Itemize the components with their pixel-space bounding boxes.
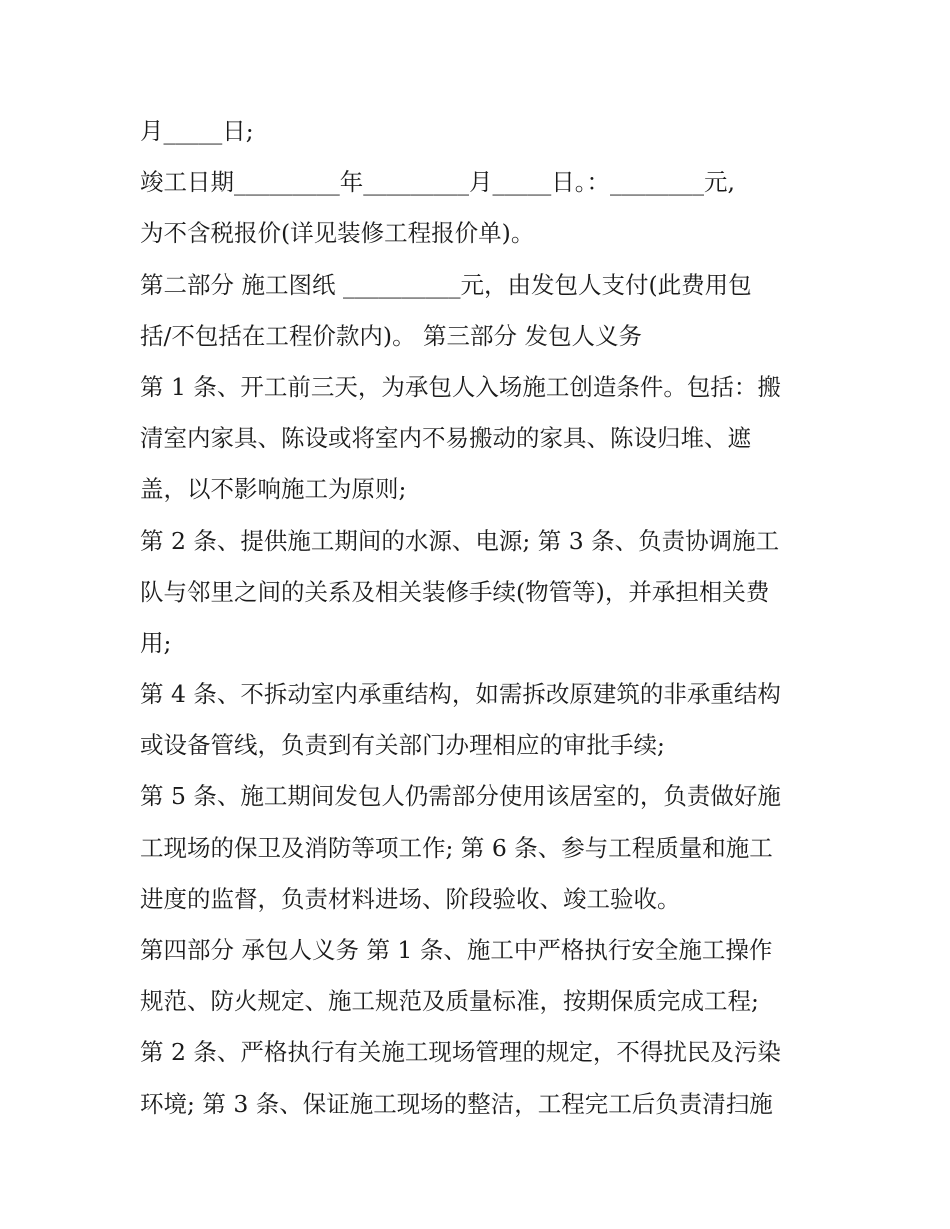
body-text [140,106,820,1130]
text-line: 清室内家具、陈设或将室内不易搬动的家具、陈设归堆、遮 [140,424,751,453]
text-line: 进度的监督，负责材料进场、阶段验收、竣工验收。 [140,884,681,913]
text-line: 竣工日期_________年_________月_____日。：________元, [140,168,735,197]
text-line: 月_____日; [140,117,254,145]
text-line: 第 2 条、严格执行有关施工现场管理的规定，不得扰民及污染 [140,1038,781,1067]
text-line: 盖，以不影响施工为原则; [140,475,407,504]
text-line: 第 1 条、开工前三天，为承包人入场施工创造条件。包括：搬 [140,372,781,401]
text-line: 括/不包括在工程价款内)。 第三部分 发包人义务 [140,321,643,350]
text-line: 第二部分 施工图纸 __________元，由发包人支付(此费用包 [140,270,752,299]
text-line: 第 5 条、施工期间发包人仍需部分使用该居室的，负责做好施 [140,782,781,811]
text-line: 为不含税报价(详见装修工程报价单)。 [140,219,535,248]
text-line: 第 4 条、不拆动室内承重结构，如需拆改原建筑的非承重结构 [140,680,781,709]
text-line: 或设备管线，负责到有关部门办理相应的审批手续; [140,731,665,760]
text-line: 用; [140,628,172,657]
text-line: 队与邻里之间的关系及相关装修手续(物管等)，并承担相关费 [140,577,770,606]
text-line: 第四部分 承包人义务 第 1 条、施工中严格执行安全施工操作 [140,936,773,964]
text-line: 工现场的保卫及消防等项工作; 第 6 条、参与工程质量和施工 [140,833,773,862]
text-line: 环境; 第 3 条、保证施工现场的整洁，工程完工后负责清扫施 [140,1089,773,1118]
text-line: 规范、防火规定、施工规范及质量标准，按期保质完成工程; [140,987,759,1016]
text-line: 第 2 条、提供施工期间的水源、电源; 第 3 条、负责协调施工 [140,526,780,555]
